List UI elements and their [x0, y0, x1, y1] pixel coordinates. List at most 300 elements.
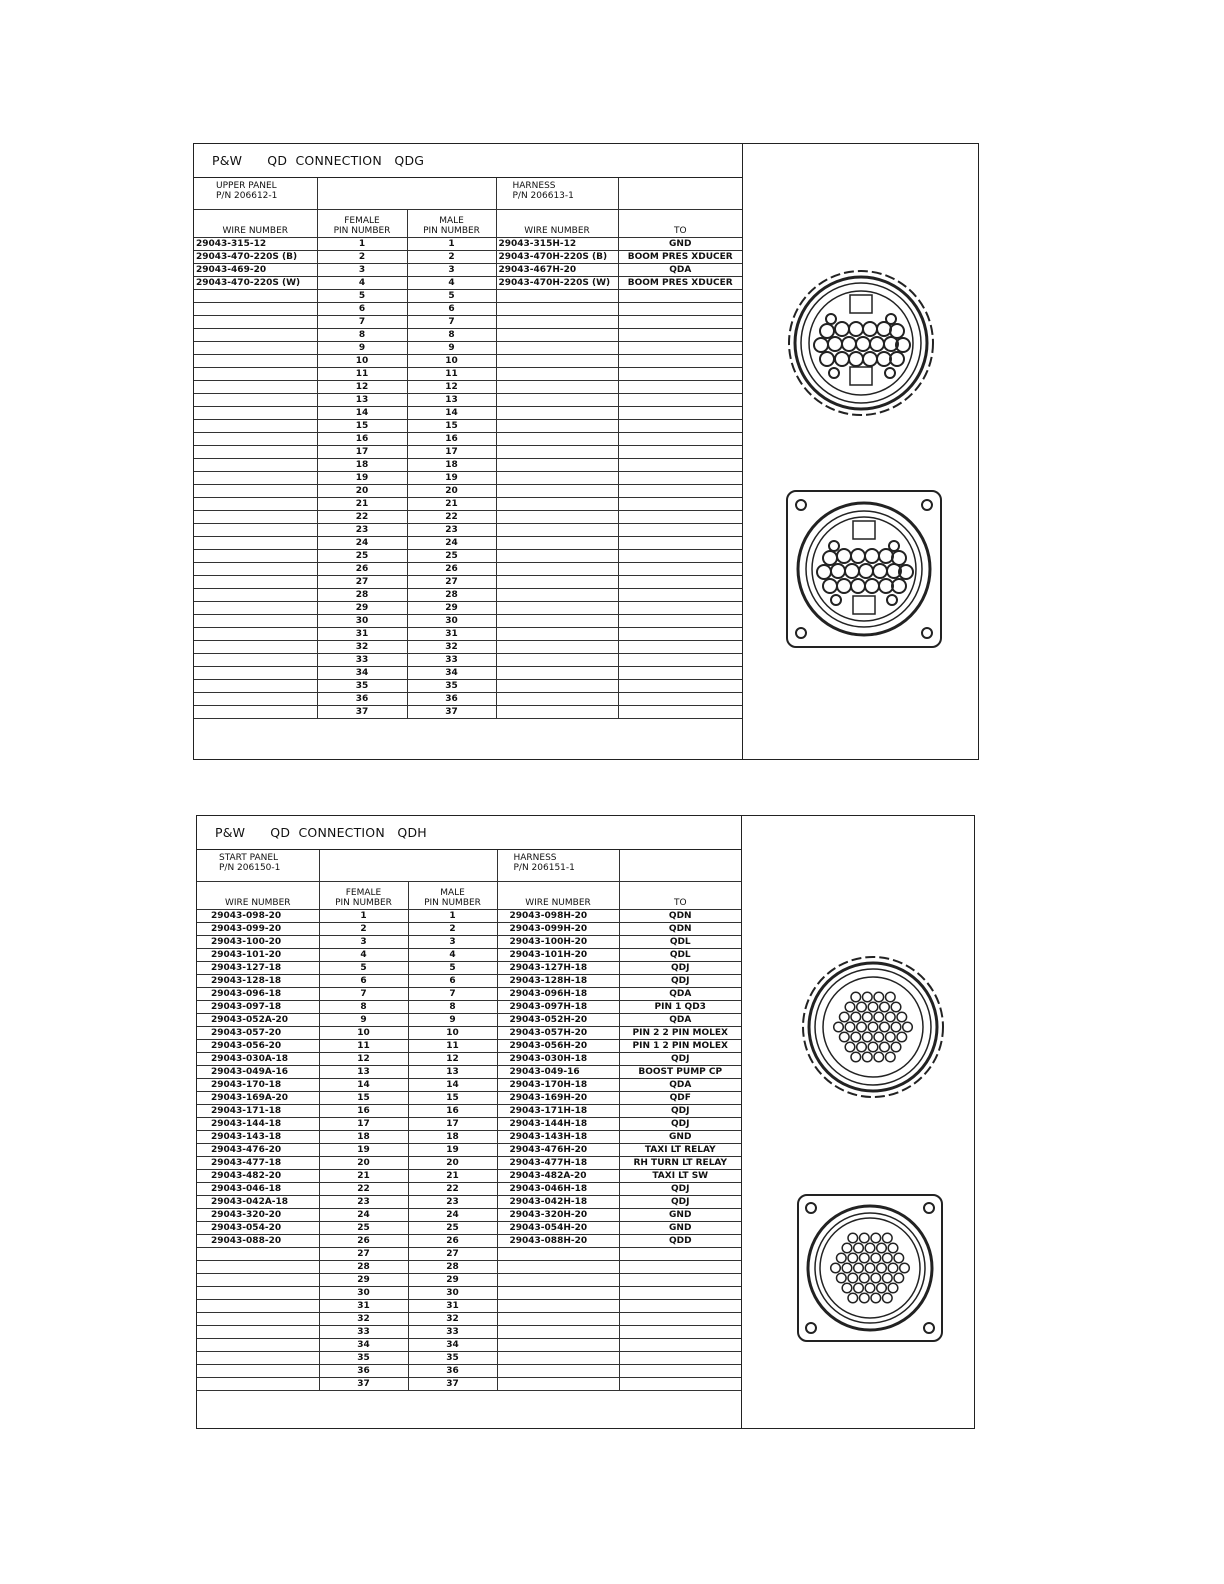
- qdh-connection-chart: [196, 815, 975, 1429]
- qdg-harness-wire-cell: [496, 550, 618, 563]
- qdh-harness-wire-cell: 29043-128H-18: [497, 975, 619, 988]
- qdg-table-row: [194, 264, 742, 277]
- qdg-wire-number-cell: [194, 433, 317, 446]
- qdg-female-pin-cell: 8: [317, 329, 407, 342]
- qdg-harness-wire-cell: [496, 667, 618, 680]
- qdh-wire-number-cell: 29043-320-20: [197, 1209, 319, 1222]
- connector-pin: [886, 1032, 896, 1042]
- qdg-male-pin-cell: 4: [407, 277, 496, 290]
- qdh-table-row: [197, 1066, 741, 1079]
- qdg-female-pin-cell: 19: [317, 472, 407, 485]
- qdg-to-cell: [618, 355, 742, 368]
- qdg-table-row: [194, 251, 742, 264]
- qdh-to-cell: QDJ: [619, 962, 741, 975]
- qdh-to-cell: [619, 1326, 741, 1339]
- qdg-male-pin-cell: 15: [407, 420, 496, 433]
- qdg-female-pin-cell: 22: [317, 511, 407, 524]
- qdg-table-row: [194, 667, 742, 680]
- qdh-harness-wire-cell: 29043-099H-20: [497, 923, 619, 936]
- qdh-male-pin-cell: 35: [408, 1352, 497, 1365]
- qdg-female-pin-cell: 10: [317, 355, 407, 368]
- qdg-wire-number-cell: [194, 524, 317, 537]
- qdg-wire-number-cell: [194, 420, 317, 433]
- qdg-table-row: [194, 550, 742, 563]
- qdg-to-cell: [618, 550, 742, 563]
- qdg-to-cell: [618, 576, 742, 589]
- qdg-wire-number-cell: 29043-470-220S (W): [194, 277, 317, 290]
- qdg-table-row: [194, 511, 742, 524]
- qdh-wire-number-cell: 29043-144-18: [197, 1118, 319, 1131]
- qdh-col-male-pin: [408, 882, 497, 910]
- qdh-col-to: TO: [619, 882, 741, 910]
- connector-pin: [874, 1052, 884, 1062]
- qdg-female-pin-cell: 24: [317, 537, 407, 550]
- connector-pin: [865, 1283, 875, 1293]
- qdg-table-row: [194, 693, 742, 706]
- qdh-male-pin-cell: 2: [408, 923, 497, 936]
- connector-pin: [865, 1263, 875, 1273]
- qdg-right-header-line1: HARNESS: [512, 181, 556, 191]
- qdh-male-pin-cell: 6: [408, 975, 497, 988]
- qdg-table-row: [194, 615, 742, 628]
- qdh-table-row: [197, 1248, 741, 1261]
- qdh-table-row: [197, 1118, 741, 1131]
- qdg-harness-wire-cell: 29043-470H-220S (W): [496, 277, 618, 290]
- qdg-harness-wire-cell: [496, 368, 618, 381]
- qdg-wire-number-cell: [194, 537, 317, 550]
- qdg-female-pin-cell: 5: [317, 290, 407, 303]
- qdh-wire-number-cell: 29043-049A-16: [197, 1066, 319, 1079]
- qdg-to-cell: [618, 511, 742, 524]
- qdg-table-row: [194, 316, 742, 329]
- qdh-harness-wire-cell: 29043-042H-18: [497, 1196, 619, 1209]
- qdh-harness-wire-cell: 29043-101H-20: [497, 949, 619, 962]
- qdh-male-pin-cell: 8: [408, 1001, 497, 1014]
- qdg-col-female-pin-label: FEMALE PIN NUMBER: [333, 216, 391, 236]
- qdh-male-pin-cell: 29: [408, 1274, 497, 1287]
- connector-pin: [886, 992, 896, 1002]
- qdh-to-cell: QDJ: [619, 1183, 741, 1196]
- qdh-table-row: [197, 910, 741, 923]
- qdh-wire-number-cell: [197, 1300, 319, 1313]
- connector-pin: [842, 1263, 852, 1273]
- qdh-table-area: [197, 816, 742, 1428]
- qdh-harness-wire-cell: 29043-088H-20: [497, 1235, 619, 1248]
- qdg-harness-wire-cell: [496, 576, 618, 589]
- qdh-to-cell: QDN: [619, 923, 741, 936]
- qdg-to-cell: [618, 680, 742, 693]
- qdh-to-cell: PIN 1 2 PIN MOLEX: [619, 1040, 741, 1053]
- connector-pin: [883, 1233, 893, 1243]
- qdh-to-cell: QDJ: [619, 1105, 741, 1118]
- qdg-to-cell: [618, 394, 742, 407]
- connector-pin: [848, 1253, 858, 1263]
- qdg-harness-wire-cell: [496, 433, 618, 446]
- qdg-harness-wire-cell: [496, 290, 618, 303]
- qdh-harness-wire-cell: 29043-320H-20: [497, 1209, 619, 1222]
- connector-pin: [891, 1022, 901, 1032]
- qdh-table-row: [197, 1144, 741, 1157]
- qdh-table-row: [197, 1183, 741, 1196]
- qdh-to-cell: [619, 1300, 741, 1313]
- qdg-female-pin-cell: 26: [317, 563, 407, 576]
- qdh-table-row: [197, 1027, 741, 1040]
- qdg-table-row: [194, 329, 742, 342]
- qdg-wire-number-cell: [194, 615, 317, 628]
- qdg-harness-wire-cell: [496, 511, 618, 524]
- qdh-female-pin-cell: 34: [319, 1339, 408, 1352]
- qdg-male-pin-cell: 12: [407, 381, 496, 394]
- qdg-right-header: [496, 178, 618, 210]
- qdh-to-cell: [619, 1352, 741, 1365]
- qdh-to-cell: [619, 1365, 741, 1378]
- qdh-female-pin-cell: 23: [319, 1196, 408, 1209]
- qdh-right-header-line1: HARNESS: [513, 853, 557, 863]
- qdh-wire-number-cell: 29043-054-20: [197, 1222, 319, 1235]
- qdg-wire-number-cell: 29043-470-220S (B): [194, 251, 317, 264]
- qdh-female-pin-cell: 26: [319, 1235, 408, 1248]
- connector-pin: [897, 1032, 907, 1042]
- qdh-to-cell: QDA: [619, 1014, 741, 1027]
- qdg-to-cell: [618, 446, 742, 459]
- qdh-harness-wire-cell: [497, 1261, 619, 1274]
- connector-pin: [851, 1012, 861, 1022]
- qdh-male-pin-cell: 27: [408, 1248, 497, 1261]
- qdh-harness-wire-cell: 29043-054H-20: [497, 1222, 619, 1235]
- qdh-female-pin-cell: 1: [319, 910, 408, 923]
- connector-pin: [860, 1233, 870, 1243]
- qdg-wire-number-cell: [194, 485, 317, 498]
- qdh-left-header: [197, 850, 319, 882]
- qdg-col-male-pin-label: MALE PIN NUMBER: [423, 216, 480, 236]
- qdh-table-row: [197, 923, 741, 936]
- qdg-wire-number-cell: [194, 706, 317, 719]
- qdh-male-pin-cell: 25: [408, 1222, 497, 1235]
- qdh-harness-wire-cell: [497, 1313, 619, 1326]
- qdg-col-to: TO: [618, 210, 742, 238]
- qdg-wire-number-cell: [194, 628, 317, 641]
- qdg-right-header-line2: P/N 206613-1: [512, 191, 574, 201]
- qdg-female-pin-cell: 30: [317, 615, 407, 628]
- qdh-female-pin-cell: 8: [319, 1001, 408, 1014]
- qdh-male-pin-cell: 33: [408, 1326, 497, 1339]
- qdh-female-pin-cell: 11: [319, 1040, 408, 1053]
- qdg-harness-wire-cell: 29043-467H-20: [496, 264, 618, 277]
- qdh-table-row: [197, 1313, 741, 1326]
- qdg-table-row: [194, 485, 742, 498]
- qdh-harness-wire-cell: [497, 1352, 619, 1365]
- qdh-male-pin-cell: 5: [408, 962, 497, 975]
- connector-pin: [883, 1273, 893, 1283]
- qdh-harness-wire-cell: [497, 1287, 619, 1300]
- qdh-harness-wire-cell: [497, 1339, 619, 1352]
- qdh-male-pin-cell: 12: [408, 1053, 497, 1066]
- qdg-male-pin-cell: 6: [407, 303, 496, 316]
- qdh-harness-wire-cell: 29043-170H-18: [497, 1079, 619, 1092]
- qdh-harness-wire-cell: 29043-046H-18: [497, 1183, 619, 1196]
- qdg-to-cell: [618, 654, 742, 667]
- qdh-table-row: [197, 1352, 741, 1365]
- qdh-to-cell: [619, 1378, 741, 1391]
- qdh-wire-number-cell: [197, 1287, 319, 1300]
- qdh-to-cell: QDD: [619, 1235, 741, 1248]
- qdh-female-pin-cell: 10: [319, 1027, 408, 1040]
- qdh-wire-number-cell: 29043-171-18: [197, 1105, 319, 1118]
- qdh-to-cell: [619, 1274, 741, 1287]
- qdg-harness-wire-cell: [496, 615, 618, 628]
- qdg-male-pin-cell: 35: [407, 680, 496, 693]
- qdg-wire-number-cell: [194, 472, 317, 485]
- qdh-male-pin-cell: 21: [408, 1170, 497, 1183]
- qdg-harness-wire-cell: [496, 394, 618, 407]
- qdh-male-pin-cell: 19: [408, 1144, 497, 1157]
- qdh-to-cell: [619, 1248, 741, 1261]
- qdg-female-pin-cell: 25: [317, 550, 407, 563]
- connector-pin: [874, 1012, 884, 1022]
- qdg-table-row: [194, 680, 742, 693]
- qdg-female-pin-cell: 35: [317, 680, 407, 693]
- qdh-table-row: [197, 1274, 741, 1287]
- qdg-harness-wire-cell: [496, 472, 618, 485]
- qdg-table-row: [194, 420, 742, 433]
- qdh-female-pin-cell: 19: [319, 1144, 408, 1157]
- qdg-wire-number-cell: [194, 316, 317, 329]
- qdg-wire-number-cell: [194, 368, 317, 381]
- qdg-wire-number-cell: [194, 667, 317, 680]
- qdg-female-pin-cell: 34: [317, 667, 407, 680]
- qdg-female-pin-cell: 17: [317, 446, 407, 459]
- qdh-harness-wire-cell: 29043-100H-20: [497, 936, 619, 949]
- qdh-to-cell: PIN 2 2 PIN MOLEX: [619, 1027, 741, 1040]
- qdg-table-row: [194, 589, 742, 602]
- connector-pin: [848, 1273, 858, 1283]
- connector-pin: [880, 1042, 890, 1052]
- qdg-table-row: [194, 641, 742, 654]
- qdh-table-row: [197, 936, 741, 949]
- qdg-wire-number-cell: [194, 394, 317, 407]
- connector-pin: [894, 1273, 904, 1283]
- qdg-col-harness-wire-number: WIRE NUMBER: [496, 210, 618, 238]
- qdh-wire-number-cell: 29043-088-20: [197, 1235, 319, 1248]
- connector-pin: [854, 1243, 864, 1253]
- qdg-to-cell: [618, 706, 742, 719]
- qdg-male-pin-cell: 36: [407, 693, 496, 706]
- connector-pin: [871, 1253, 881, 1263]
- qdg-wire-number-cell: [194, 498, 317, 511]
- connector-pin: [851, 1032, 861, 1042]
- qdg-male-pin-cell: 14: [407, 407, 496, 420]
- qdg-harness-wire-cell: [496, 589, 618, 602]
- qdg-to-cell: [618, 316, 742, 329]
- qdg-to-cell: [618, 407, 742, 420]
- qdg-to-cell: [618, 693, 742, 706]
- qdg-female-pin-cell: 28: [317, 589, 407, 602]
- qdg-harness-wire-cell: [496, 303, 618, 316]
- connector-pin: [894, 1253, 904, 1263]
- connector-pin: [845, 1042, 855, 1052]
- connector-pin: [897, 1012, 907, 1022]
- qdg-harness-wire-cell: [496, 459, 618, 472]
- qdg-harness-wire-cell: [496, 329, 618, 342]
- qdg-female-pin-cell: 21: [317, 498, 407, 511]
- qdh-to-cell: TAXI LT RELAY: [619, 1144, 741, 1157]
- connector-pin: [880, 1002, 890, 1012]
- connector-pin: [863, 1032, 873, 1042]
- qdh-to-cell: TAXI LT SW: [619, 1170, 741, 1183]
- qdg-wire-number-cell: [194, 641, 317, 654]
- qdg-col-wire-number: WIRE NUMBER: [194, 210, 317, 238]
- qdg-female-pin-cell: 27: [317, 576, 407, 589]
- qdh-female-pin-cell: 9: [319, 1014, 408, 1027]
- qdg-male-pin-cell: 20: [407, 485, 496, 498]
- qdg-female-pin-cell: 32: [317, 641, 407, 654]
- qdg-table-row: [194, 368, 742, 381]
- qdh-to-cell: BOOST PUMP CP: [619, 1066, 741, 1079]
- qdh-male-pin-cell: 23: [408, 1196, 497, 1209]
- qdg-to-cell: [618, 537, 742, 550]
- qdg-wire-number-cell: [194, 680, 317, 693]
- qdg-table-area: [194, 144, 743, 759]
- qdh-wire-number-cell: 29043-099-20: [197, 923, 319, 936]
- qdg-harness-wire-cell: [496, 355, 618, 368]
- qdh-male-pin-cell: 26: [408, 1235, 497, 1248]
- qdg-female-pin-cell: 9: [317, 342, 407, 355]
- qdh-harness-wire-cell: [497, 1326, 619, 1339]
- qdg-to-cell: [618, 563, 742, 576]
- connector-pin: [900, 1263, 910, 1273]
- qdh-harness-wire-cell: 29043-097H-18: [497, 1001, 619, 1014]
- qdh-wire-number-cell: 29043-097-18: [197, 1001, 319, 1014]
- connector-pin: [851, 992, 861, 1002]
- qdg-to-cell: [618, 485, 742, 498]
- qdg-male-pin-cell: 5: [407, 290, 496, 303]
- qdg-table-row: [194, 381, 742, 394]
- qdh-wire-number-cell: 29043-098-20: [197, 910, 319, 923]
- qdh-harness-wire-cell: [497, 1248, 619, 1261]
- qdh-wire-number-cell: 29043-477-18: [197, 1157, 319, 1170]
- connector-pin: [868, 1042, 878, 1052]
- qdg-table-row: [194, 459, 742, 472]
- qdh-table-row: [197, 988, 741, 1001]
- qdg-left-header: [194, 178, 317, 210]
- qdh-table-row: [197, 975, 741, 988]
- connector-pin: [854, 1283, 864, 1293]
- qdg-wire-number-cell: 29043-469-20: [194, 264, 317, 277]
- qdh-harness-wire-cell: 29043-030H-18: [497, 1053, 619, 1066]
- qdg-male-pin-cell: 37: [407, 706, 496, 719]
- qdg-harness-wire-cell: [496, 498, 618, 511]
- qdh-harness-wire-cell: 29043-052H-20: [497, 1014, 619, 1027]
- qdh-female-pin-cell: 22: [319, 1183, 408, 1196]
- qdg-wire-number-cell: [194, 550, 317, 563]
- qdg-to-cell: [618, 420, 742, 433]
- qdh-table-row: [197, 1365, 741, 1378]
- connector-pin: [888, 1243, 898, 1253]
- qdg-female-pin-cell: 3: [317, 264, 407, 277]
- qdg-female-pin-cell: 16: [317, 433, 407, 446]
- qdh-table-row: [197, 1209, 741, 1222]
- qdg-male-pin-cell: 8: [407, 329, 496, 342]
- qdg-male-pin-cell: 25: [407, 550, 496, 563]
- qdg-female-pin-cell: 2: [317, 251, 407, 264]
- connector-pin: [886, 1012, 896, 1022]
- qdh-wire-number-cell: 29043-169A-20: [197, 1092, 319, 1105]
- qdg-table-row: [194, 355, 742, 368]
- qdg-wire-number-cell: 29043-315-12: [194, 238, 317, 251]
- qdg-female-pin-cell: 13: [317, 394, 407, 407]
- qdg-wire-number-cell: [194, 576, 317, 589]
- qdh-to-cell: QDJ: [619, 975, 741, 988]
- connector-pin: [868, 1022, 878, 1032]
- qdh-female-pin-cell: 20: [319, 1157, 408, 1170]
- qdg-wire-number-cell: [194, 563, 317, 576]
- connector-pin: [848, 1293, 858, 1303]
- qdh-male-pin-cell: 37: [408, 1378, 497, 1391]
- qdg-wiring-table: [194, 178, 742, 719]
- connector-pin: [857, 1022, 867, 1032]
- qdh-wire-number-cell: [197, 1274, 319, 1287]
- qdg-table-row: [194, 498, 742, 511]
- qdg-wire-number-cell: [194, 290, 317, 303]
- connector-pin: [891, 1042, 901, 1052]
- qdg-female-pin-cell: 29: [317, 602, 407, 615]
- qdh-harness-wire-cell: 29043-143H-18: [497, 1131, 619, 1144]
- connector-pin: [871, 1273, 881, 1283]
- qdh-female-pin-cell: 18: [319, 1131, 408, 1144]
- connector-pin: [868, 1002, 878, 1012]
- qdg-table-row: [194, 433, 742, 446]
- qdh-harness-wire-cell: [497, 1378, 619, 1391]
- qdh-male-pin-cell: 13: [408, 1066, 497, 1079]
- qdh-male-pin-cell: 24: [408, 1209, 497, 1222]
- qdh-harness-wire-cell: 29043-056H-20: [497, 1040, 619, 1053]
- qdg-harness-wire-cell: [496, 420, 618, 433]
- connector-pin: [886, 1052, 896, 1062]
- qdg-male-pin-cell: 2: [407, 251, 496, 264]
- qdh-table-row: [197, 1235, 741, 1248]
- qdh-to-cell: [619, 1261, 741, 1274]
- qdh-to-cell: QDF: [619, 1092, 741, 1105]
- qdg-column-headers: [194, 210, 742, 238]
- qdh-header-blank: [319, 850, 497, 882]
- connector-pin: [840, 1032, 850, 1042]
- qdg-male-pin-cell: 28: [407, 589, 496, 602]
- connector-pin: [851, 1052, 861, 1062]
- qdg-wire-number-cell: [194, 329, 317, 342]
- connector-pin: [880, 1022, 890, 1032]
- connector-pin: [877, 1283, 887, 1293]
- qdg-connection-chart: [193, 143, 979, 760]
- connector-pin: [903, 1022, 913, 1032]
- qdg-male-pin-cell: 21: [407, 498, 496, 511]
- qdh-male-pin-cell: 32: [408, 1313, 497, 1326]
- qdh-wire-number-cell: 29043-052A-20: [197, 1014, 319, 1027]
- qdg-to-cell: [618, 667, 742, 680]
- connector-pin: [863, 1012, 873, 1022]
- qdh-left-header-line2: P/N 206150-1: [219, 863, 281, 873]
- qdg-table-row: [194, 654, 742, 667]
- qdg-harness-wire-cell: [496, 602, 618, 615]
- qdh-to-cell: QDJ: [619, 1053, 741, 1066]
- qdh-col-harness-wire-number: WIRE NUMBER: [497, 882, 619, 910]
- qdg-to-cell: [618, 498, 742, 511]
- qdg-header-blank-to: [618, 178, 742, 210]
- qdg-harness-wire-cell: 29043-315H-12: [496, 238, 618, 251]
- qdh-to-cell: QDA: [619, 1079, 741, 1092]
- qdg-table-row: [194, 602, 742, 615]
- qdg-female-pin-cell: 14: [317, 407, 407, 420]
- qdg-to-cell: [618, 342, 742, 355]
